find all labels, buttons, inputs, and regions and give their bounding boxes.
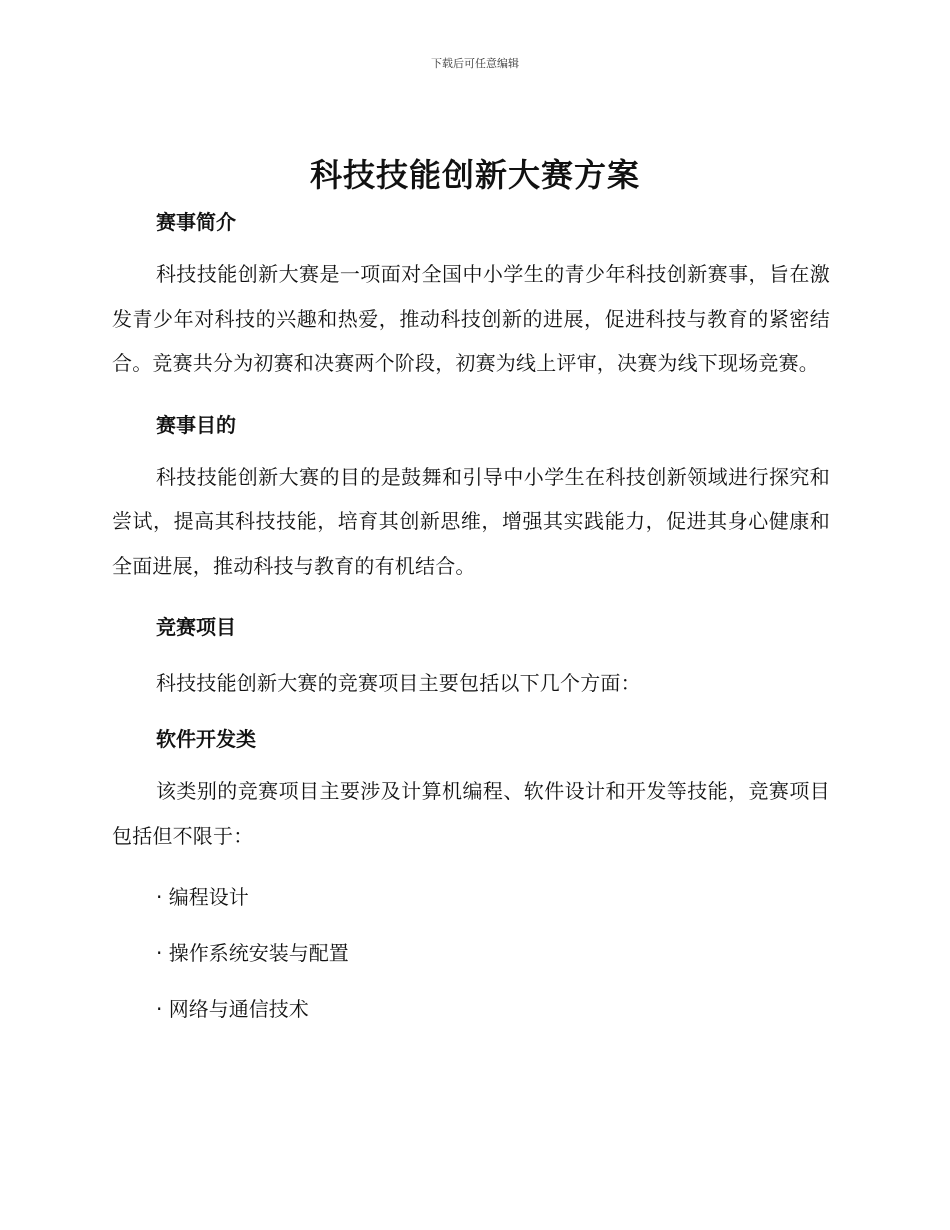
list-item: · 操作系统安装与配置 [156, 941, 349, 965]
section-heading-intro: 赛事简介 [156, 210, 236, 234]
list-item: · 编程设计 [156, 885, 249, 909]
paragraph-intro: 科技技能创新大赛是一项面对全国中小学生的青少年科技创新赛事，旨在激发青少年对科技的兴趣和热爱，推动科技创新的进展，促进科技与教育的紧密结合。竞赛共分为初赛和决赛两个阶段，初赛为线上评审，决赛为线下现场竞赛。 [112, 262, 830, 375]
section-heading-projects: 竞赛项目 [156, 615, 236, 639]
paragraph-projects: 科技技能创新大赛的竞赛项目主要包括以下几个方面： [156, 671, 641, 695]
section-heading-software: 软件开发类 [156, 727, 256, 751]
document-title: 科技技能创新大赛方案 [309, 156, 640, 194]
document-body [112, 205, 830, 1026]
header-note: 下载后可任意编辑 [431, 57, 519, 70]
list-item: · 网络与通信技术 [156, 997, 309, 1021]
section-heading-purpose: 赛事目的 [156, 412, 236, 437]
paragraph-purpose: 科技技能创新大赛的目的是鼓舞和引导中小学生在科技创新领域进行探究和尝试，提高其科技技能，培育其创新思维，增强其实践能力，促进其身心健康和全面进展，推动科技与教育的有机结合。 [112, 464, 830, 578]
paragraph-software: 该类别的竞赛项目主要涉及计算机编程、软件设计和开发等技能，竞赛项目包括但不限于： [112, 779, 830, 848]
